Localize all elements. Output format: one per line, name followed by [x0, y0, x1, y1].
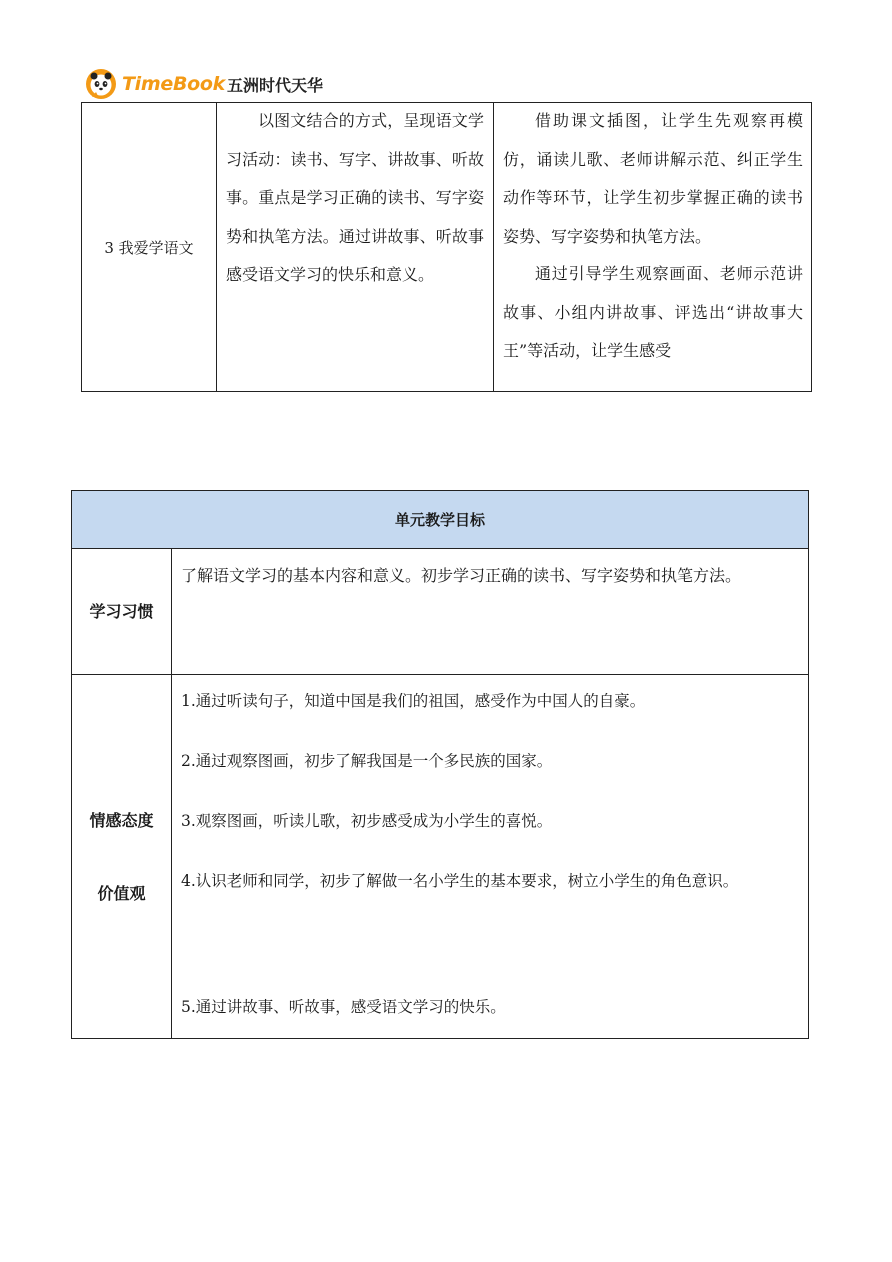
habit-label-cell [72, 548, 172, 674]
panda-logo-icon [84, 67, 118, 101]
lesson-table [81, 102, 812, 392]
emotion-goals-cell [171, 675, 808, 1038]
goal-item: 1.通过听读句子，知道中国是我们的祖国，感受作为中国人的自豪。 [181, 692, 646, 710]
lesson-method-text-1: 借助课文插图，让学生先观察再模仿，诵读儿歌、老师讲解示范、纠正学生动作等环节，让学生初步掌握正确的读书姿势、写字姿势和执笔方法。 [503, 111, 803, 246]
lesson-content-cell [217, 103, 494, 391]
emotion-row [72, 675, 808, 1038]
lesson-method-cell [494, 103, 811, 391]
lesson-content-text: 以图文结合的方式，呈现语文学习活动：读书、写字、讲故事、听故事。重点是学习正确的读书、写字姿势和执笔方法。通过讲故事、听故事感受语文学习的快乐和意义。 [226, 111, 484, 284]
emotion-label-line2: 价值观 [97, 883, 146, 903]
lesson-method-text-2: 通过引导学生观察画面、老师示范讲故事、小组内讲故事、评选出“讲故事大王”等活动，让学生感受 [503, 264, 803, 360]
goal-item: 2.通过观察图画，初步了解我国是一个多民族的国家。 [181, 752, 553, 770]
goal-item: 3.观察图画，听读儿歌，初步感受成为小学生的喜悦。 [181, 812, 553, 830]
logo-text-en: TimeBook [122, 73, 225, 95]
emotion-label-cell [72, 675, 172, 1038]
unit-goals-title: 单元教学目标 [72, 491, 808, 549]
goal-item: 4.认识老师和同学，初步了解做一名小学生的基本要求，树立小学生的角色意识。 [181, 872, 739, 890]
lesson-name: 3 我爱学语文 [104, 238, 194, 257]
lesson-name-cell [82, 103, 217, 391]
timebook-logo [84, 66, 323, 102]
goal-item: 5.通过讲故事、听故事，感受语文学习的快乐。 [181, 998, 506, 1016]
habit-text-cell [171, 548, 808, 674]
habit-text: 了解语文学习的基本内容和意义。初步学习正确的读书、写字姿势和执笔方法。 [181, 566, 742, 585]
habit-row [72, 548, 808, 675]
habit-label: 学习习惯 [89, 601, 154, 621]
emotion-label-line1: 情感态度 [89, 810, 154, 830]
logo-text-cn: 五洲时代天华 [226, 75, 323, 95]
unit-goals-table [71, 490, 809, 1039]
